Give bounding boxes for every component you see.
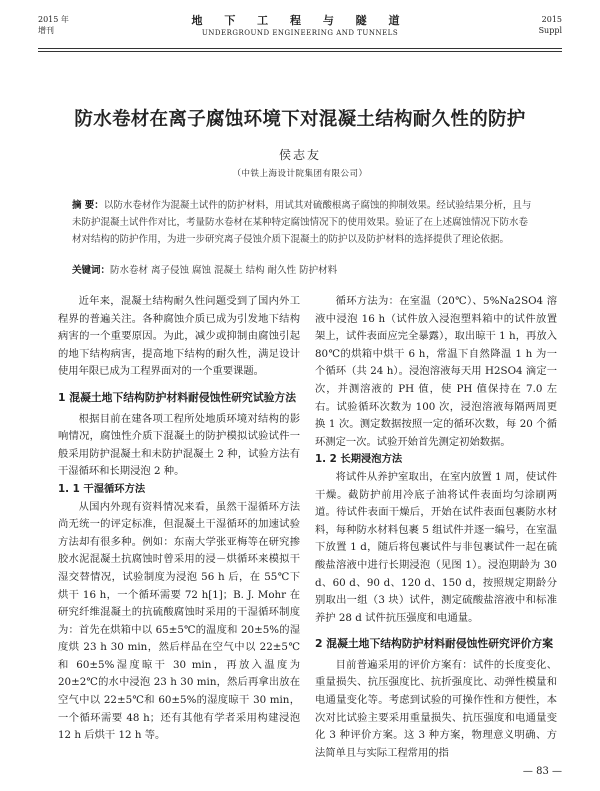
cycle-method-paragraph: 循环方法为：在室温（20℃）、5%Na2SO4 溶液中浸泡 16 h（试件放入浸泡塑料箱中的试件放置架上，试件表面应完全暴露），取出晾干 1 h，再放入 80℃的烘箱中烘干 6 h，常温下自然降温 1 h 为一个循环（共 24 h）。浸泡溶液每天用 H2SO4 滴定一次，并测溶液的 PH 值，使 PH 值保持在 7.0 左右。试验循环次数为 100 次，浸泡溶液每隔两周更换 1 次。测定数据按照一定的循环次数，每 20 个循环测定一次。试验开始首先测定初始数据。 xyxy=(315,295,557,448)
subsection-1-2-heading: 1. 2 长期浸泡方法 xyxy=(315,453,403,466)
header-rule-thin xyxy=(38,51,562,52)
journal-name-cn: 地 下 工 程 与 隧 道 xyxy=(191,14,409,27)
header-year-left: 2015 年 xyxy=(38,15,69,24)
abstract-text: 以防水卷材作为混凝土试件的防护材料，用试其对硫酸根离子腐蚀的抑制效果。经试验结果分析，且与未防护混凝土试件作对比，考量防水卷材在某种特定腐蚀情况下的使用效果。验证了在上述腐蚀情况下防水卷材对结构的防护作用，为进一步研究离子侵蚀介质下混凝土的防护以及防护材料的选择提供了理论依据。 xyxy=(72,200,532,245)
header-journal xyxy=(38,14,562,38)
running-header xyxy=(38,14,562,48)
keywords xyxy=(72,262,534,279)
page-number: — 83 — xyxy=(522,766,562,777)
keywords-label: 关键词： xyxy=(72,265,111,276)
section-1-heading: 1 混凝土地下结构防护材料耐侵蚀性研究试验方法 xyxy=(58,390,297,404)
section-1-paragraph: 根据目前在建各项工程所处地质环境对结构的影响情况，腐蚀性介质下混凝土的防护模拟试验试件一般采用防护混凝土和未防护混凝土 2 种，试验方法有干湿循环和长期浸泡 2 种。 xyxy=(58,412,300,478)
subsection-1-1-paragraph: 从国内外现有资料情况来看，虽然干湿循环方法尚无统一的评定标准，但混凝土干湿循环的加速试验方法却有很多种。例如：东南大学张亚梅等在研究掺胶水泥混凝土抗腐蚀时曾采用的浸－烘循环来模拟干湿交替情况，试验制度为浸泡 56 h 后，在 55℃下烘干 16 h，一个循环需要 72 h[1]；B. J. Mohr 在研究纤维混凝土的抗硫酸腐蚀时采用的干湿循环制度为：首先在烘箱中以 65±5℃的温度和 20±5%的湿度烘 23 h 30 min，然后样品在空气中以 22±5℃和 60±5%湿度晾干 30 min，再放入温度为 20±2℃的水中浸泡 23 h 30 min，然后再拿出放在空气中以 22±5℃和 60±5%的湿度晾干 30 min，一个循环需要 48 h；还有其他有学者采用构建浸泡 12 h 后烘干 12 h 等。 xyxy=(58,500,300,742)
right-column xyxy=(315,293,557,762)
abstract-label: 摘 要： xyxy=(72,200,104,211)
author: 侯志友 xyxy=(278,148,321,162)
header-issue-left: 增刊 xyxy=(38,26,54,35)
intro-paragraph: 近年来，混凝土结构耐久性问题受到了国内外工程界的普遍关注。各种腐蚀介质已成为引发地下结构病害的一个重要原因。为此，减少或抑制由腐蚀引起的地下结构病害，提高地下结构的耐久性，满足设计使用年限已成为工程界面对的一个重要课题。 xyxy=(58,295,300,378)
header-right xyxy=(539,14,562,36)
left-column xyxy=(58,293,300,745)
paper-title: 防水卷材在离子腐蚀环境下对混凝土结构耐久性的防护 xyxy=(74,109,526,130)
header-year-right: 2015 xyxy=(541,15,562,24)
journal-name-en: UNDERGROUND ENGINEERING AND TUNNELS xyxy=(201,29,399,37)
subsection-1-2-paragraph: 将试件从养护室取出，在室内放置 1 周，使试件干燥。截防护前用冷底子油将试件表面均匀涂刷两道。待试件表面干燥后，开始在试件表面包裹防水材料，每种防水材料包裹 5 组试件并逐一编号，在室温下放置 1 d，随后将包裹试件与非包裹试件一起在硫酸盐溶液中进行长期浸泡（见图 1）。浸泡期龄为 30 d、60 d、90 d、120 d、150 d，按照规定期龄分别取出一组（3 块）试件，测定硫酸盐溶液中和标准养护 28 d 试件抗压强度和电通量。 xyxy=(315,470,557,624)
affiliation: （中铁上海设计院集团有限公司） xyxy=(232,169,368,179)
subsection-1-1-heading: 1. 1 干湿循环方法 xyxy=(58,482,146,495)
header-issue-right: Suppl xyxy=(538,26,562,35)
section-2-paragraph: 目前普遍采用的评价方案有：试件的长度变化、重量损失、抗压强度比、抗折强度比、动弹性模量和电通量变化等。考虑到试验的可操作性和方便性，本次对比试验主要采用重量损失、抗压强度和电通量变化 3 种评价方案。这 3 种方案，物理意义明确、方法简单且与实际工程常用的指 xyxy=(315,658,557,759)
abstract xyxy=(72,197,534,248)
section-2-heading: 2 混凝土地下结构防护材料耐侵蚀性研究评价方案 xyxy=(315,637,554,651)
keywords-text: 防水卷材 离子侵蚀 腐蚀 混凝土 结构 耐久性 防护材料 xyxy=(110,265,338,276)
header-rule xyxy=(38,48,562,49)
